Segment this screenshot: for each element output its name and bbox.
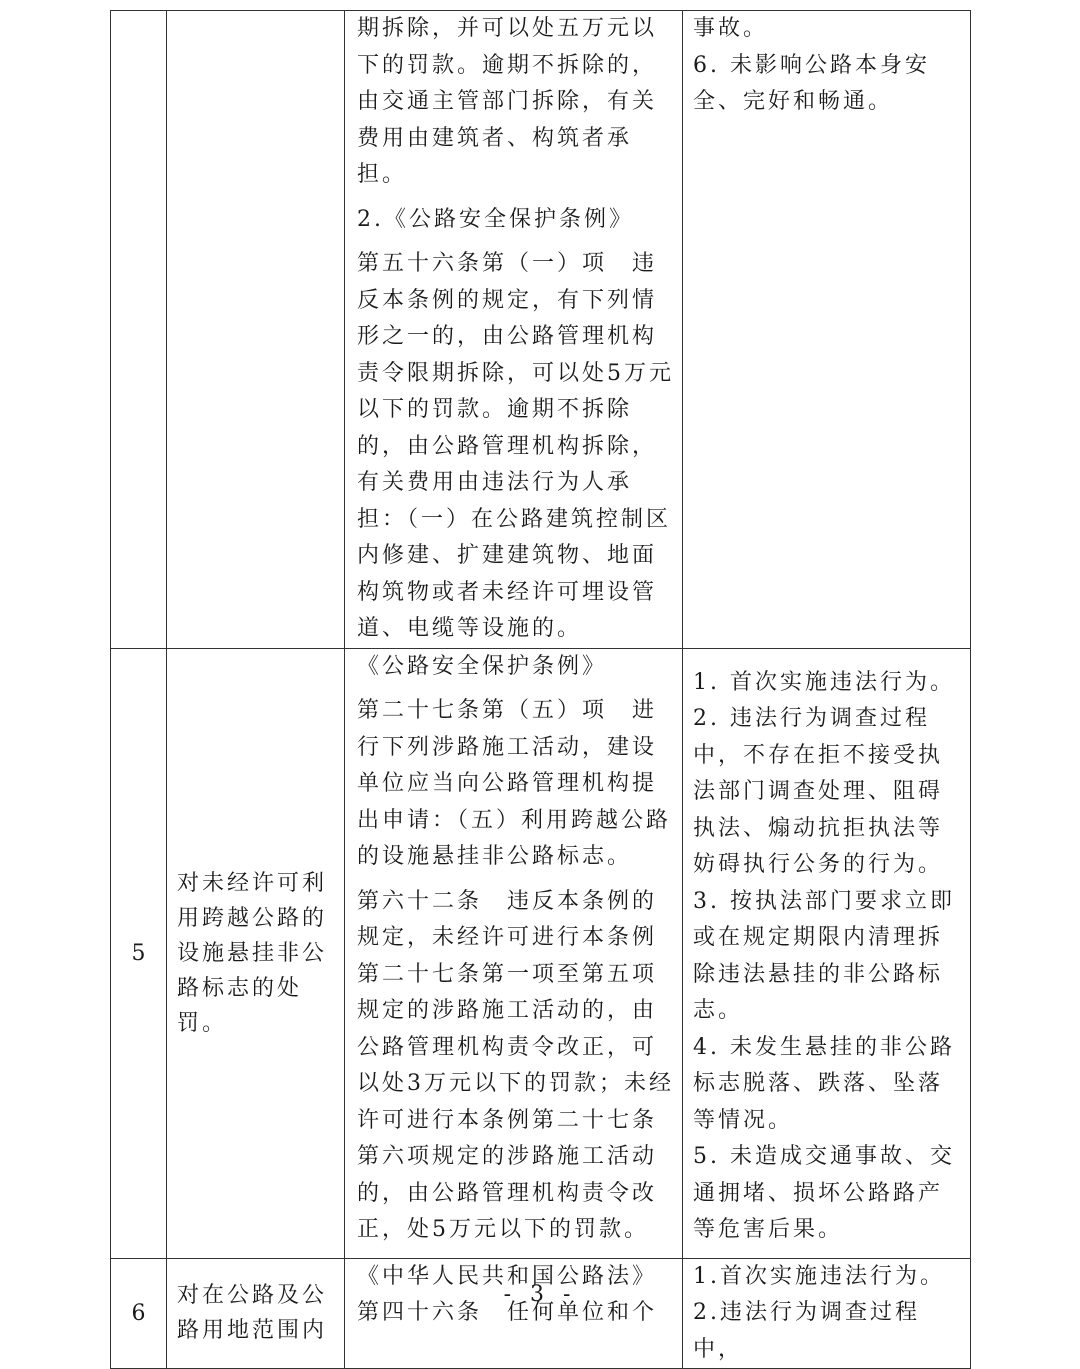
basis-paragraph: 《中华人民共和国公路法》 bbox=[357, 1263, 658, 1289]
subject-cell: 对在公路及公路用地范围内 bbox=[167, 1258, 345, 1369]
legal-basis-cell bbox=[345, 1258, 683, 1369]
condition-item: 5. 未造成交通事故、交通拥堵、损坏公路路产等危害后果。 bbox=[693, 1144, 955, 1242]
condition-item: 6. 未影响公路本身安全、完好和畅通。 bbox=[693, 52, 930, 114]
condition-item: 2.违法行为调查过程中， bbox=[693, 1300, 920, 1362]
condition-item: 1.首次实施违法行为。 bbox=[693, 1263, 945, 1289]
page-number: - 3 - bbox=[503, 1282, 577, 1307]
conditions-cell bbox=[683, 1258, 971, 1369]
basis-paragraph: 第二十七条第（五）项 进行下列涉路施工活动，建设单位应当向公路管理机构提出申请：（五）利用跨越公路的设施悬挂非公路标志。 bbox=[357, 698, 672, 869]
condition-item: 4. 未发生悬挂的非公路标志脱落、跌落、坠落等情况。 bbox=[693, 1034, 955, 1133]
basis-paragraph: 2.《公路安全保护条例》 bbox=[357, 206, 634, 232]
row-number-cell: 5 bbox=[111, 648, 167, 1258]
legal-basis-cell bbox=[345, 648, 683, 1258]
basis-paragraph: 《公路安全保护条例》 bbox=[357, 653, 608, 679]
condition-item: 3. 按执法部门要求立即或在规定期限内清理拆除违法悬挂的非公路标志。 bbox=[693, 888, 955, 1023]
basis-paragraph: 第四十六条 任何单位和个 bbox=[357, 1300, 658, 1325]
condition-item: 事故。 bbox=[693, 16, 769, 41]
basis-paragraph: 期拆除，并可以处五万元以下的罚款。逾期不拆除的，由交通主管部门拆除，有关费用由建筑者、构筑者承担。 bbox=[357, 16, 658, 187]
conditions-cell bbox=[683, 648, 971, 1258]
measures-table bbox=[110, 10, 971, 1369]
condition-item: 2. 违法行为调查过程中，不存在拒不接受执法部门调查处理、阻碍执法、煽动抗拒执法等妨碍执行公务的行为。 bbox=[693, 706, 944, 877]
subject-cell: 对未经许可利用跨越公路的设施悬挂非公路标志的处罚。 bbox=[167, 648, 345, 1258]
conditions-cell bbox=[683, 11, 971, 649]
basis-paragraph: 第五十六条第（一）项 违反本条例的规定，有下列情形之一的，由公路管理机构责令限期拆除，可以处5万元以下的罚款。逾期不拆除的，由公路管理机构拆除，有关费用由违法行为人承担：（一）在公路建筑控制区内修建、扩建建筑物、地面构筑物或者未经许可埋设管道、电缆等设施的。 bbox=[357, 251, 674, 641]
legal-basis-cell bbox=[345, 11, 683, 649]
table-row bbox=[111, 648, 971, 1258]
table-row bbox=[111, 11, 971, 649]
row-number-cell: 6 bbox=[111, 1258, 167, 1369]
row-number-cell bbox=[111, 11, 167, 649]
basis-paragraph: 第六十二条 违反本条例的规定，未经许可进行本条例第二十七条第一项至第五项规定的涉路施工活动的，由公路管理机构责令改正，可以处3万元以下的罚款；未经许可进行本条例第二十七条第六项规定的涉路施工活动的，由公路管理机构责令改正，处5万元以下的罚款。 bbox=[357, 888, 674, 1242]
table-row bbox=[111, 1258, 971, 1369]
subject-cell bbox=[167, 11, 345, 649]
condition-item: 1. 首次实施违法行为。 bbox=[693, 669, 955, 695]
